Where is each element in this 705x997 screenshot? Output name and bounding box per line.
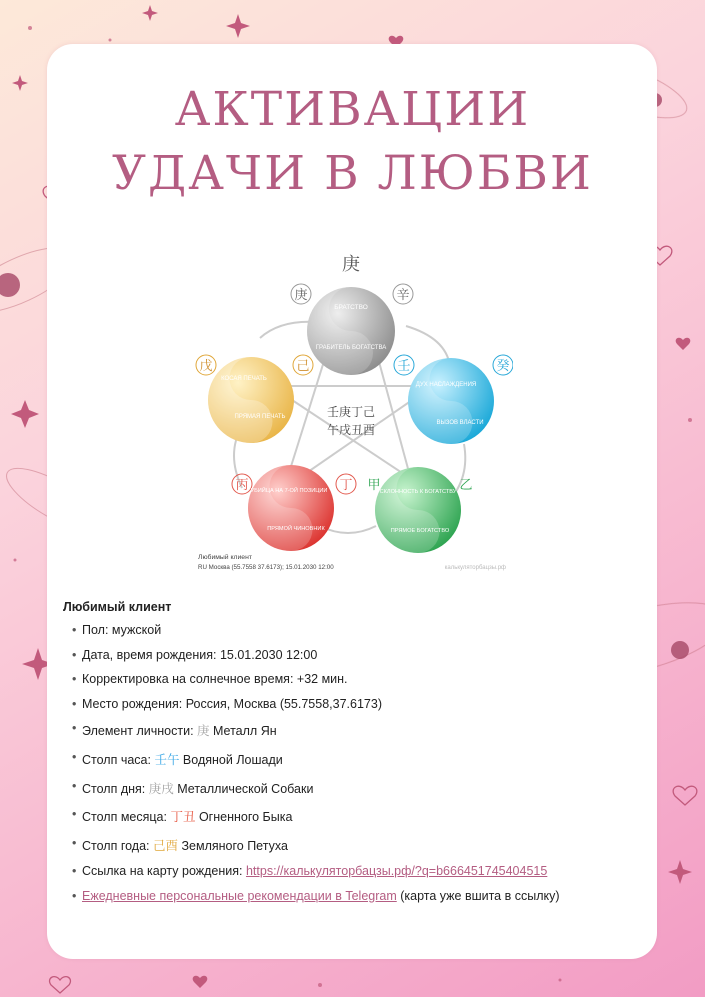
list-item-hour-pillar: • Столп часа: 壬午 Водяной Лошади [73, 750, 560, 768]
list-item-birth: • Дата, время рождения: 15.01.2030 12:00 [73, 648, 560, 662]
svg-text:ПРЯМОЙ ЧИНОВНИК: ПРЯМОЙ ЧИНОВНИК [267, 526, 325, 532]
svg-text:丙: 丙 [235, 478, 249, 493]
svg-text:庚: 庚 [294, 288, 308, 303]
metal-orb [307, 287, 395, 375]
svg-text:ГРАБИТЕЛЬ БОГАТСТВА: ГРАБИТЕЛЬ БОГАТСТВА [315, 345, 387, 351]
earth-orb [208, 357, 294, 443]
svg-text:БРАТСТВО: БРАТСТВО [334, 304, 368, 311]
svg-text:壬: 壬 [397, 359, 411, 374]
svg-text:甲: 甲 [367, 478, 381, 493]
page-title-line2: УДАЧИ В ЛЮБВИ [112, 146, 593, 201]
list-item-telegram: • Ежедневные персональные рекомендации в Telegram (карта уже вшита в ссылку) [73, 889, 560, 903]
list-item-chart-link: • Ссылка на карту рождения: https://калькуляторбацзы.рф/?q=b666451745404515 [73, 864, 560, 878]
client-info [63, 600, 560, 914]
bazi-elements-diagram [188, 246, 513, 576]
svg-text:己: 己 [296, 359, 310, 374]
telegram-link[interactable]: Ежедневные персональные рекомендации в Telegram [82, 888, 397, 903]
list-item-year-pillar: • Столп года: 己酉 Земляного Петуха [73, 836, 560, 854]
client-info-list [63, 623, 560, 903]
svg-text:ДУХ НАСЛАЖДЕНИЯ: ДУХ НАСЛАЖДЕНИЯ [415, 382, 477, 388]
svg-text:辛: 辛 [396, 288, 410, 303]
diagram-caption-name: Любимый клиент [198, 554, 252, 561]
list-item-month-pillar: • Столп месяца: 丁丑 Огненного Быка [73, 807, 560, 825]
water-orb [408, 358, 494, 444]
svg-text:ПРЯМОЕ БОГАТСТВО: ПРЯМОЕ БОГАТСТВО [390, 528, 450, 534]
list-item-correction: • Корректировка на солнечное время: +32 мин. [73, 672, 560, 686]
svg-text:ВЫЗОВ ВЛАСТИ: ВЫЗОВ ВЛАСТИ [436, 420, 484, 426]
diagram-watermark: калькуляторбацзы.рф [444, 565, 506, 571]
svg-text:癸: 癸 [496, 359, 510, 374]
list-item-element: • Элемент личности: 庚 Металл Ян [73, 721, 560, 739]
svg-text:乙: 乙 [459, 478, 473, 493]
svg-text:戊: 戊 [199, 359, 213, 374]
fire-orb [248, 465, 334, 551]
svg-text:КОСАЯ ПЕЧАТЬ: КОСАЯ ПЕЧАТЬ [221, 376, 267, 382]
svg-text:ПРЯМАЯ ПЕЧАТЬ: ПРЯМАЯ ПЕЧАТЬ [234, 414, 286, 420]
svg-text:СКЛОННОСТЬ К БОГАТСТВУ: СКЛОННОСТЬ К БОГАТСТВУ [379, 489, 457, 495]
svg-text:丁: 丁 [339, 478, 353, 493]
diagram-caption-place: RU Москва (55.7558 37.6173); 15.01.2030 12:00 [198, 564, 334, 571]
diagram-center-branches: 午戌丑酉 [326, 423, 376, 437]
client-heading: Любимый клиент [63, 600, 172, 614]
birth-chart-link[interactable]: https://калькуляторбацзы.рф/?q=b666451745404515 [245, 864, 548, 879]
diagram-center-stems: 壬庚丁己 [326, 405, 376, 419]
list-item-gender: • Пол: мужской [73, 623, 560, 637]
list-item-place: • Место рождения: Россия, Москва (55.7558,37.6173) [73, 697, 560, 711]
diagram-top-char: 庚 [342, 254, 360, 275]
svg-text:УБИЙЦА НА 7-ОЙ ПОЗИЦИИ: УБИЙЦА НА 7-ОЙ ПОЗИЦИИ [250, 488, 328, 494]
wood-orb [375, 467, 461, 553]
list-item-day-pillar: • Столп дня: 庚戌 Металлической Собаки [73, 779, 560, 797]
page-title-line1: АКТИВАЦИИ [174, 82, 531, 137]
